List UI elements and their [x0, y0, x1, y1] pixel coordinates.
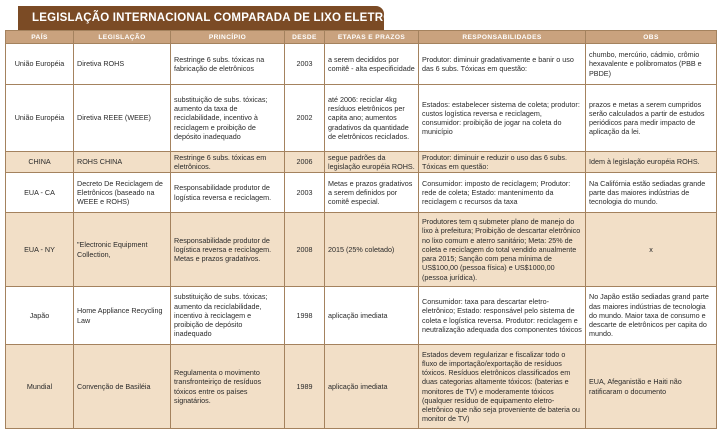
- cell-responsibilities: Produtores tem q submeter plano de manejo do lixo à prefeitura; Proibição de descartar eletrônico no lixo comum e aterro sanitário; Meta: 25% de coleta e reciclagem do total vendido anualmente para 2015; Sanção com pena mínima de US$100,00 (pessoa física) e US$1000,00 (pessoa jurídica).: [419, 213, 586, 287]
- cell-country: Japão: [6, 287, 74, 345]
- cell-responsibilities: Consumidor: taxa para descartar eletro-eletrônico; Estado: responsável pelo sistema de coleta e logística reversa. Produtor: reciclagem e neutralização adequada dos componentes tóxicos: [419, 287, 586, 345]
- cell-stages: aplicação imediata: [325, 287, 419, 345]
- cell-notes: EUA, Afeganistão e Haiti não ratificaram o documento: [586, 345, 717, 429]
- cell-responsibilities: Estados: estabelecer sistema de coleta; produtor: custos logística reversa e reciclagem, consumidor: proibição de jogar na coleta do município: [419, 85, 586, 152]
- header-row: [6, 31, 717, 44]
- cell-since: 2003: [285, 173, 325, 213]
- cell-country: EUA - NY: [6, 213, 74, 287]
- column-header-legislacao: LEGISLAÇÃO: [74, 31, 171, 44]
- column-header-desde: DESDE: [285, 31, 325, 44]
- cell-stages: aplicação imediata: [325, 345, 419, 429]
- cell-stages: Metas e prazos gradativos a serem definidos por comitê especial.: [325, 173, 419, 213]
- cell-stages: até 2006: reciclar 4kg resíduos eletrônicos per capita ano; aumentos gradativos da quantidade de eletrônicos reciclados.: [325, 85, 419, 152]
- cell-legislation: Home Appliance Recycling Law: [74, 287, 171, 345]
- table-row: [6, 152, 717, 173]
- table-row: [6, 345, 717, 429]
- column-header-responsabilidades: RESPONSABILIDADES: [419, 31, 586, 44]
- cell-notes: chumbo, mercúrio, cádmio, crômio hexavalente e polibromatos (PBB e PBDE): [586, 44, 717, 85]
- cell-notes: Idem à legislação européia ROHS.: [586, 152, 717, 173]
- cell-principle: Responsabilidade produtor de logística reversa e reciclagem. Metas e prazos gradativos.: [171, 213, 285, 287]
- cell-legislation: Diretiva REEE (WEEE): [74, 85, 171, 152]
- cell-principle: Restringe 6 subs. tóxicas na fabricação de eletrônicos: [171, 44, 285, 85]
- cell-stages: a serem decididos por comitê - alta especificidade: [325, 44, 419, 85]
- cell-since: 2006: [285, 152, 325, 173]
- cell-country: União Européia: [6, 44, 74, 85]
- cell-legislation: Diretiva ROHS: [74, 44, 171, 85]
- cell-notes: No Japão estão sediadas grand parte das maiores indústrias de tecnologia do mundo. Maior taxa de consumo e descarte de eletrônicos per capita do mundo.: [586, 287, 717, 345]
- column-header-obs: OBS: [586, 31, 717, 44]
- cell-since: 1998: [285, 287, 325, 345]
- cell-responsibilities: Produtor: diminuir gradativamente e banir o uso das 6 subs. Tóxicas em questão:: [419, 44, 586, 85]
- cell-notes: x: [586, 213, 717, 287]
- cell-legislation: Convenção de Basiléia: [74, 345, 171, 429]
- cell-since: 2003: [285, 44, 325, 85]
- cell-country: Mundial: [6, 345, 74, 429]
- cell-notes: Na Califórnia estão sediadas grande parte das maiores indústrias de tecnologia do mundo.: [586, 173, 717, 213]
- cell-legislation: ROHS CHINA: [74, 152, 171, 173]
- cell-legislation: "Electronic Equipment Collection,: [74, 213, 171, 287]
- cell-responsibilities: Produtor: diminuir e reduzir o uso das 6 subs. Tóxicas em questão:: [419, 152, 586, 173]
- cell-notes: prazos e metas a serem cumpridos serão calculados a partir de estudos periódicos para medir impacto de aplicação da lei.: [586, 85, 717, 152]
- table-row: [6, 287, 717, 345]
- cell-responsibilities: Consumidor: imposto de reciclagem; Produtor: rede de coleta; Estado: mantenimento da reciclagem c recursos da taxa: [419, 173, 586, 213]
- table-row: [6, 44, 717, 85]
- cell-principle: Responsabilidade produtor de logística reversa e reciclagem.: [171, 173, 285, 213]
- column-header-pais: PAÍS: [6, 31, 74, 44]
- cell-stages: 2015 (25% coletado): [325, 213, 419, 287]
- table-row: [6, 85, 717, 152]
- cell-principle: substituição de subs. tóxicas; aumento da reciclabilidade, incentivo à reciclagem e proibição de depósito inadequado: [171, 287, 285, 345]
- table-row: [6, 213, 717, 287]
- cell-since: 2002: [285, 85, 325, 152]
- table-row: [6, 173, 717, 213]
- cell-stages: segue padrões da legislação européia ROHS.: [325, 152, 419, 173]
- cell-responsibilities: Estados devem regularizar e fiscalizar todo o fluxo de importação/exportação de resíduos tóxicos. Resíduos eletrônicos classificados em duas categorias altamente tóxicos: (baterias e monitores de TV) e moderamente tóxicos (qualquer resíduo de equipamento eletro-eletrônico que não seja proveniente de bateria ou monitor de TV): [419, 345, 586, 429]
- cell-legislation: Decreto De Reciclagem de Eletrônicos (baseado na WEEE e ROHS): [74, 173, 171, 213]
- page-title: LEGISLAÇÃO INTERNACIONAL COMPARADA DE LIXO ELETRÔNICO: [18, 6, 384, 30]
- cell-since: 2008: [285, 213, 325, 287]
- cell-country: EUA - CA: [6, 173, 74, 213]
- cell-principle: Restringe 6 subs. tóxicas em eletrônicos.: [171, 152, 285, 173]
- cell-country: CHINA: [6, 152, 74, 173]
- cell-principle: substituição de subs. tóxicas; aumento da taxa de reciclabilidade, incentivo à reciclagem e proibição de depósito inadequado: [171, 85, 285, 152]
- column-header-principio: PRINCÍPIO: [171, 31, 285, 44]
- column-header-etapas: ETAPAS E PRAZOS: [325, 31, 419, 44]
- legislation-table: [5, 30, 717, 429]
- cell-since: 1989: [285, 345, 325, 429]
- cell-country: União Européia: [6, 85, 74, 152]
- cell-principle: Regulamenta o movimento transfronteiriço de resíduos tóxicos entre os países signatários.: [171, 345, 285, 429]
